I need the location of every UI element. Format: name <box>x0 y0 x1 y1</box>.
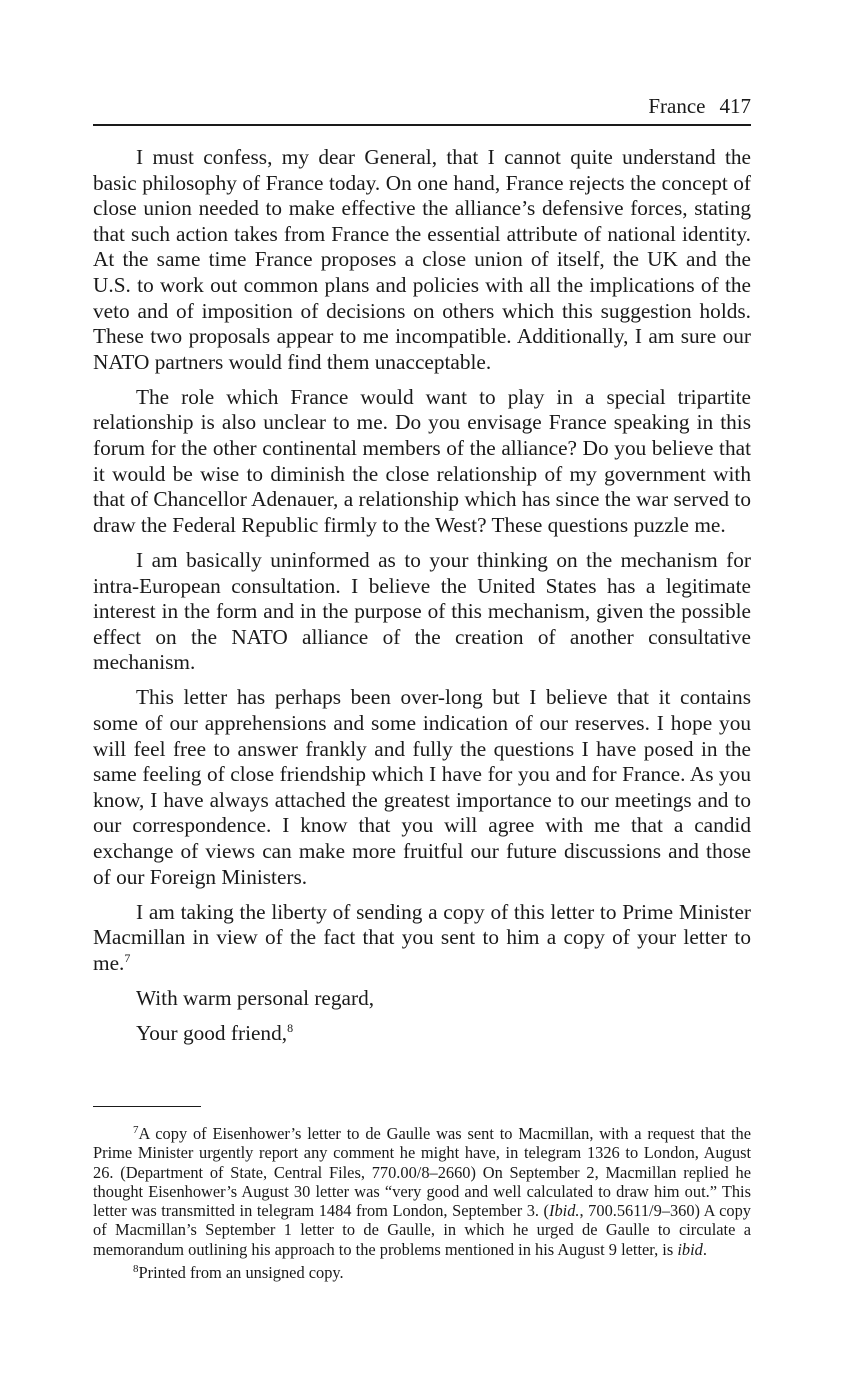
footnote-8-text: Printed from an unsigned copy. <box>138 1263 344 1283</box>
footnote-7-end: . <box>702 1239 707 1259</box>
paragraph-4: This letter has perhaps been over-long but I believe that it contains some of our apprehensions and some indication of our reserves. I hope you will feel free to answer frankly and fully the questions I have posed in the same feeling of close friendship which I have for you and for France. As you know, I have always attached the greatest importance to our meetings and to our correspondence. I know that you will agree with me that a candid exchange of views can make more fruitful our future discussions and those of our Foreign Ministers. <box>93 685 751 889</box>
footnotes <box>93 1124 751 1286</box>
footnote-7-ibid-1: Ibid. <box>549 1201 580 1221</box>
page-number: 417 <box>719 94 751 118</box>
footnote-7-text-a: A copy of Eisenhower’s letter to de Gaulle was sent to Macmillan, with a request that the Prime Minister urgently report any comment he might have, in telegram 1326 to London, August 26. (Department of State, Central Files, 770.00/8–2660) On September 2, Macmillan replied he thought Eisenhower’s August 30 letter was “very good and well calculated to draw him out.” This letter was transmitted in telegram 1484 from London, September 3. ( <box>93 1124 751 1221</box>
paragraph-5 <box>93 900 751 977</box>
footnote-ref-8: 8 <box>287 1020 294 1035</box>
footnote-7 <box>93 1124 751 1259</box>
running-header <box>93 92 751 126</box>
paragraph-3: I am basically uninformed as to your thinking on the mechanism for intra-European consultation. I believe the United States has a legitimate interest in the form and in the purpose of this mechanism, given the possible effect on the NATO alliance of the creation of another consultative mechanism. <box>93 547 751 675</box>
footnote-8 <box>93 1263 751 1282</box>
footnote-ref-7: 7 <box>124 950 131 965</box>
footnote-7-ibid-2: ibid <box>677 1239 703 1259</box>
letter-body <box>93 145 751 1055</box>
signoff-text: Your good friend, <box>136 1020 288 1045</box>
paragraph-1: I must confess, my dear General, that I cannot quite understand the basic philosophy of France today. On one hand, France rejects the concept of close union needed to make effective the alliance’s defensive forces, stating that such action takes from France the essential attribute of national identity. At the same time France proposes a close union of itself, the UK and the U.S. to work out common plans and policies with all the implications of the veto and of imposition of decisions on others which this suggestion holds. These two proposals appear to me incompatible. Additionally, I am sure our NATO partners would find them unacceptable. <box>93 145 751 374</box>
footnote-8-mark: 8 <box>133 1263 139 1276</box>
footnote-divider <box>93 1106 201 1107</box>
paragraph-5-text: I am taking the liberty of sending a copy of this letter to Prime Minister Macmillan in view of the fact that you sent to him a copy of your letter to me. <box>93 899 751 975</box>
footnote-7-mark: 7 <box>133 1124 139 1136</box>
running-header-text <box>648 94 751 119</box>
footnote-7-text-b: , 700.5611/9–360) A copy of Macmillan’s September 1 letter to de Gaulle, in which he urged de Gaulle to circulate a memorandum outlining his approach to the problems mentioned in his August 9 letter, is <box>93 1201 751 1259</box>
section-title: France <box>648 94 706 118</box>
signoff-line <box>93 1021 751 1047</box>
closing-line: With warm personal regard, <box>136 985 375 1010</box>
paragraph-2: The role which France would want to play in a special tripartite relationship is also unclear to me. Do you envisage France speaking in this forum for the other continental members of the alliance? Do you believe that it would be wise to diminish the close relationship of my government with that of Chancellor Adenauer, a relationship which has since the war served to draw the Federal Republic firmly to the West? These questions puzzle me. <box>93 384 751 537</box>
